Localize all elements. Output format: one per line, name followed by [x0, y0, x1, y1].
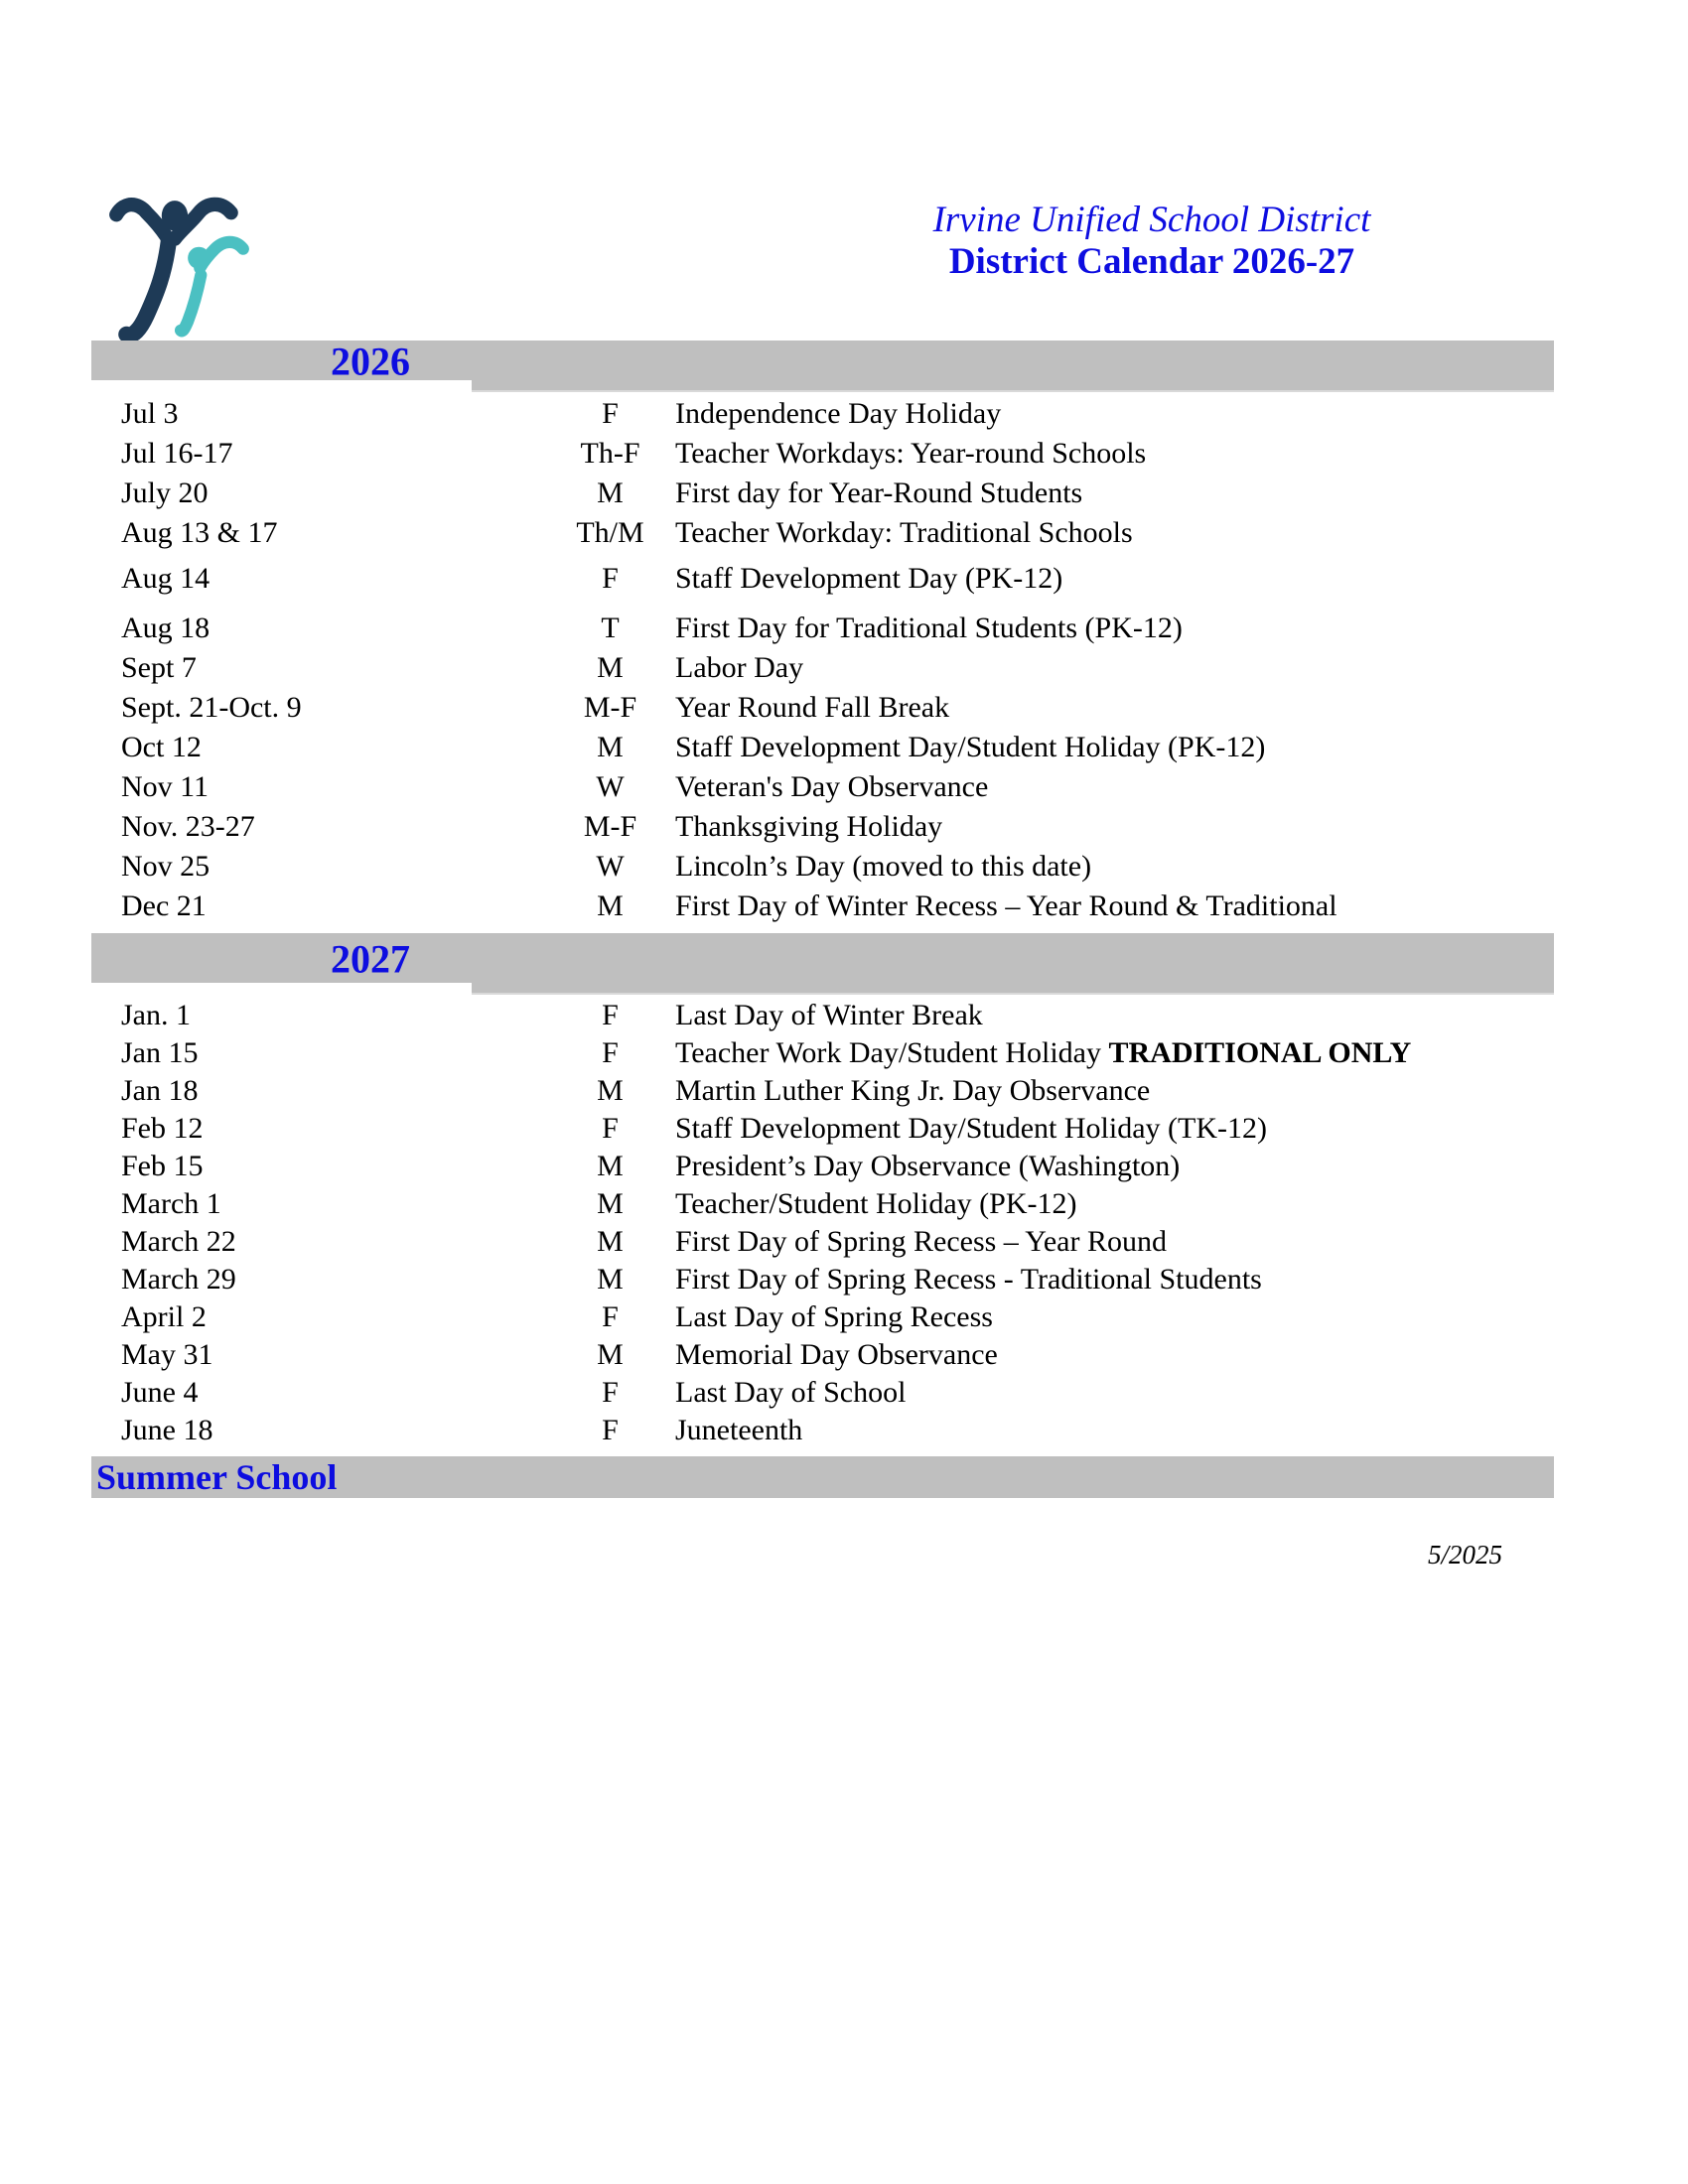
event-description — [672, 1150, 1554, 1183]
event-description — [672, 1036, 1554, 1070]
event-day-abbrev: F — [602, 1036, 619, 1069]
event-day-abbrev: F — [602, 1376, 619, 1409]
event-day-abbrev: M — [597, 1263, 624, 1296]
event-day-abbrev: M — [597, 1187, 624, 1220]
event-day-abbrev: W — [596, 850, 625, 883]
section-label: 2026 — [331, 339, 410, 384]
event-description-text: Memorial Day Observance — [675, 1338, 998, 1371]
event-description-bold: TRADITIONAL ONLY — [1108, 1036, 1412, 1069]
event-description-text: First Day of Spring Recess - Traditional Students — [675, 1263, 1262, 1296]
calendar-section — [91, 1456, 1554, 1498]
calendar-row — [91, 1072, 1554, 1110]
event-description-text: Teacher/Student Holiday (PK-12) — [675, 1187, 1077, 1220]
calendar-row — [91, 1034, 1554, 1072]
section-header-bar — [91, 339, 1554, 384]
header — [928, 200, 1375, 283]
event-day-abbrev: M — [597, 731, 624, 763]
event-day-abbrev: Th/M — [576, 516, 644, 549]
calendar-row — [91, 1110, 1554, 1148]
event-description — [672, 397, 1554, 431]
calendar-row — [91, 688, 1554, 728]
event-description — [672, 810, 1554, 844]
event-description-text: Last Day of Winter Break — [675, 999, 983, 1031]
event-day-abbrev: F — [602, 562, 619, 595]
event-date: Jan. 1 — [121, 999, 191, 1031]
calendar-row — [91, 1374, 1554, 1412]
event-description — [672, 562, 1554, 596]
calendar-row — [91, 394, 1554, 434]
calendar-row — [91, 1298, 1554, 1336]
calendar-section — [91, 341, 1554, 926]
event-date: Jul 3 — [121, 397, 179, 430]
event-date: Feb 12 — [121, 1112, 204, 1145]
section-label: 2027 — [331, 936, 410, 982]
event-description-text: Lincoln’s Day (moved to this date) — [675, 850, 1092, 883]
event-date: Nov 11 — [121, 770, 210, 803]
event-description — [672, 477, 1554, 510]
calendar-row — [91, 609, 1554, 648]
event-date: Feb 15 — [121, 1150, 204, 1182]
event-day-abbrev: M — [597, 477, 624, 509]
event-description-text: Veteran's Day Observance — [675, 770, 989, 803]
event-date: Sept. 21-Oct. 9 — [121, 691, 302, 724]
event-description-text: Labor Day — [675, 651, 804, 684]
event-date: Aug 14 — [121, 562, 211, 595]
event-date: March 22 — [121, 1225, 236, 1258]
page-title: District Calendar 2026-27 — [948, 241, 1355, 282]
revision-date: 5/2025 — [1428, 1540, 1503, 1570]
calendar-row — [91, 559, 1554, 599]
event-day-abbrev: M — [597, 1074, 624, 1107]
event-description — [672, 1074, 1554, 1108]
event-day-abbrev: M — [597, 651, 624, 684]
event-description — [672, 516, 1554, 550]
event-description — [672, 651, 1554, 685]
event-date: March 29 — [121, 1263, 236, 1296]
event-description — [672, 691, 1554, 725]
calendar-row — [91, 513, 1554, 553]
event-description-text: Thanksgiving Holiday — [675, 810, 943, 843]
event-description-text: First Day for Traditional Students (PK-12) — [675, 612, 1183, 644]
event-date: Oct 12 — [121, 731, 202, 763]
event-date: March 1 — [121, 1187, 221, 1220]
event-date: June 4 — [121, 1376, 199, 1409]
event-day-abbrev: Th-F — [580, 437, 640, 470]
event-description — [672, 437, 1554, 471]
calendar-row — [91, 767, 1554, 807]
event-description — [672, 1187, 1554, 1221]
event-date: Jul 16-17 — [121, 437, 233, 470]
event-description-text: Teacher Workdays: Year-round Schools — [675, 437, 1147, 470]
event-date: May 31 — [121, 1338, 213, 1371]
event-description-text: Martin Luther King Jr. Day Observance — [675, 1074, 1151, 1107]
event-description — [672, 850, 1554, 884]
event-description-text: Staff Development Day/Student Holiday (TK-12) — [675, 1112, 1267, 1145]
event-description-text: President’s Day Observance (Washington) — [675, 1150, 1181, 1182]
event-day-abbrev: M — [597, 1150, 624, 1182]
event-description — [672, 612, 1554, 645]
event-description — [672, 1414, 1554, 1447]
organization-name: Irvine Unified School District — [932, 200, 1371, 240]
section-label: Summer School — [96, 1457, 338, 1497]
event-description-text: First Day of Winter Recess – Year Round & Traditional — [675, 889, 1337, 922]
event-description — [672, 1112, 1554, 1146]
event-day-abbrev: F — [602, 1112, 619, 1145]
calendar-row — [91, 1223, 1554, 1261]
calendar-row — [91, 1185, 1554, 1223]
event-description-text: First day for Year-Round Students — [675, 477, 1083, 509]
event-day-abbrev: M-F — [583, 691, 637, 724]
event-day-abbrev: M — [597, 1225, 624, 1258]
event-description-text: Teacher Workday: Traditional Schools — [675, 516, 1133, 549]
event-date: June 18 — [121, 1414, 213, 1446]
event-description-text: Juneteenth — [675, 1414, 803, 1446]
event-description — [672, 731, 1554, 764]
event-description-text: Staff Development Day/Student Holiday (PK-12) — [675, 731, 1266, 763]
event-day-abbrev: M — [597, 889, 624, 922]
event-description-text: Teacher Work Day/Student Holiday — [675, 1036, 1109, 1069]
event-description-text: Staff Development Day (PK-12) — [675, 562, 1063, 595]
calendar-section — [91, 933, 1554, 1449]
section-rows — [91, 380, 1554, 926]
calendar-row — [91, 1148, 1554, 1185]
calendar-row — [91, 648, 1554, 688]
calendar-row — [91, 1261, 1554, 1298]
event-day-abbrev: T — [601, 612, 620, 644]
section-header-bar — [91, 1456, 1554, 1498]
event-day-abbrev: W — [596, 770, 625, 803]
event-date: Aug 18 — [121, 612, 211, 644]
calendar-row — [91, 847, 1554, 887]
event-description-text: First Day of Spring Recess – Year Round — [675, 1225, 1167, 1258]
calendar-row — [91, 1336, 1554, 1374]
event-description-text: Year Round Fall Break — [675, 691, 950, 724]
event-date: Nov 25 — [121, 850, 211, 883]
event-date: April 2 — [121, 1300, 207, 1333]
event-day-abbrev: F — [602, 397, 619, 430]
event-date: Jan 18 — [121, 1074, 199, 1107]
event-description — [672, 999, 1554, 1032]
calendar-row — [91, 728, 1554, 767]
calendar-row — [91, 434, 1554, 474]
section-rows — [91, 983, 1554, 1449]
event-description — [672, 1263, 1554, 1297]
event-date: Aug 13 & 17 — [121, 516, 278, 549]
event-date: Jan 15 — [121, 1036, 199, 1069]
calendar-body — [91, 341, 1554, 1498]
event-description — [672, 1300, 1554, 1334]
event-description-text: Independence Day Holiday — [675, 397, 1002, 430]
calendar-row — [91, 997, 1554, 1034]
event-description — [672, 770, 1554, 804]
event-day-abbrev: M — [597, 1338, 624, 1371]
event-day-abbrev: F — [602, 1300, 619, 1333]
calendar-row — [91, 1412, 1554, 1449]
district-logo-icon — [102, 195, 253, 345]
event-description — [672, 889, 1554, 923]
event-day-abbrev: F — [602, 1414, 619, 1446]
event-description — [672, 1376, 1554, 1410]
event-date: Sept 7 — [121, 651, 197, 684]
event-day-abbrev: F — [602, 999, 619, 1031]
calendar-row — [91, 887, 1554, 926]
calendar-row — [91, 807, 1554, 847]
event-description — [672, 1338, 1554, 1372]
event-description-text: Last Day of Spring Recess — [675, 1300, 993, 1333]
calendar-row — [91, 474, 1554, 513]
event-day-abbrev: M-F — [583, 810, 637, 843]
event-date: Dec 21 — [121, 889, 207, 922]
event-date: Nov. 23-27 — [121, 810, 255, 843]
event-description-text: Last Day of School — [675, 1376, 907, 1409]
event-date: July 20 — [121, 477, 209, 509]
section-header-bar — [91, 933, 1554, 983]
event-description — [672, 1225, 1554, 1259]
